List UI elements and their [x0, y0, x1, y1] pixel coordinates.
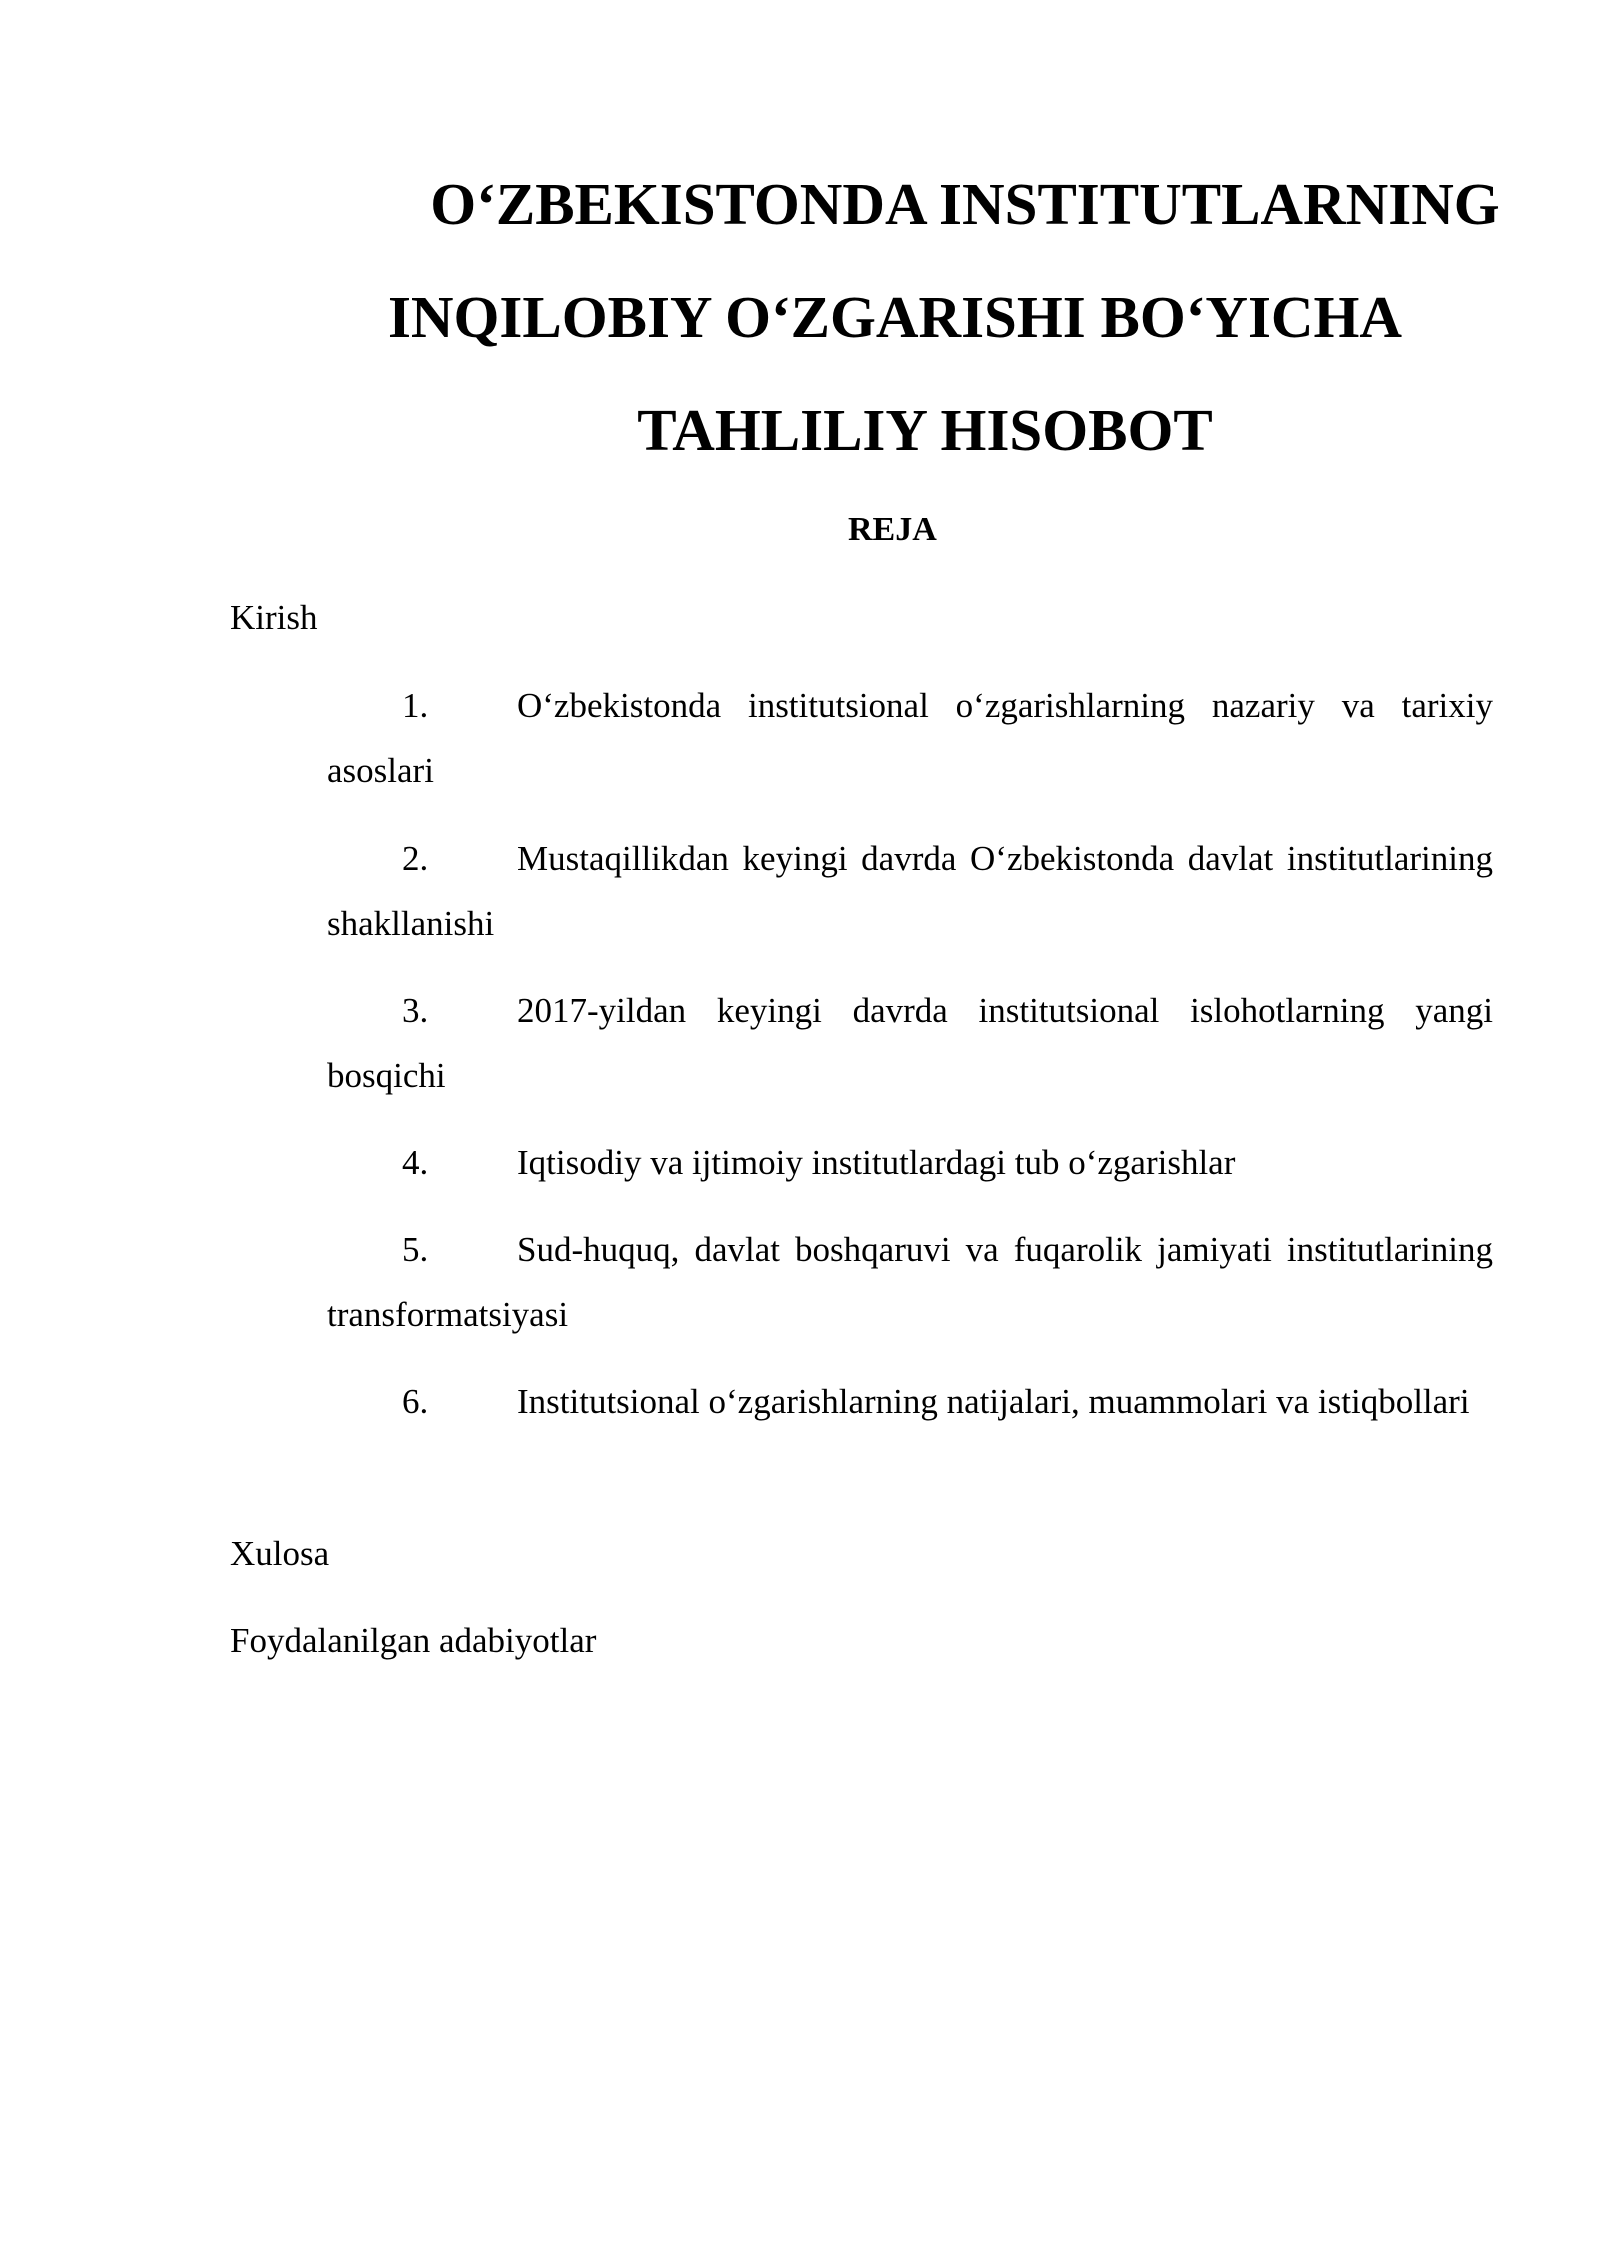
- plan-item-number: 1.: [402, 686, 429, 725]
- plan-item-text: Mustaqillikdan keyingi davrda O‘zbekistonda davlat institutlarining shakllanishi: [327, 839, 1493, 943]
- plan-item-text: O‘zbekistonda institutsional o‘zgarishlarning nazariy va tarixiy asoslari: [327, 686, 1493, 790]
- plan-item-number: 2.: [402, 839, 429, 878]
- plan-item-text: Institutsional o‘zgarishlarning natijalari, muammolari va istiqbollari: [517, 1382, 1470, 1421]
- plan-item: [327, 826, 1493, 956]
- title-line-2: INQILOBIY O‘ZGARISHI BO‘YICHA: [387, 284, 1403, 350]
- plan-item-number: 6.: [402, 1382, 429, 1421]
- plan-item: [327, 673, 1493, 803]
- plan-item: [327, 978, 1493, 1108]
- plan-item-number: 5.: [402, 1230, 429, 1269]
- plan-item-text: Sud-huquq, davlat boshqaruvi va fuqarolik jamiyati institutlarining transformatsiyasi: [327, 1230, 1493, 1334]
- plan-item: [327, 1217, 1493, 1347]
- title-line-1: O‘ZBEKISTONDA INSTITUTLARNING: [430, 171, 1500, 237]
- plan-heading: REJA: [848, 511, 937, 548]
- references-heading: Foydalanilgan adabiyotlar: [230, 1621, 597, 1660]
- conclusion-heading: Xulosa: [230, 1534, 330, 1573]
- plan-item-number: 3.: [402, 991, 429, 1030]
- intro-heading: Kirish: [230, 598, 318, 637]
- plan-item: [327, 1369, 1493, 1434]
- plan-item: [327, 1130, 1493, 1195]
- plan-item-text: Iqtisodiy va ijtimoiy institutlardagi tub o‘zgarishlar: [517, 1143, 1236, 1182]
- plan-item-number: 4.: [402, 1143, 429, 1182]
- title-line-3: TAHLILIY HISOBOT: [637, 397, 1213, 463]
- plan-item-text: 2017-yildan keyingi davrda institutsional islohotlarning yangi bosqichi: [327, 991, 1493, 1095]
- document-title: [230, 148, 1560, 487]
